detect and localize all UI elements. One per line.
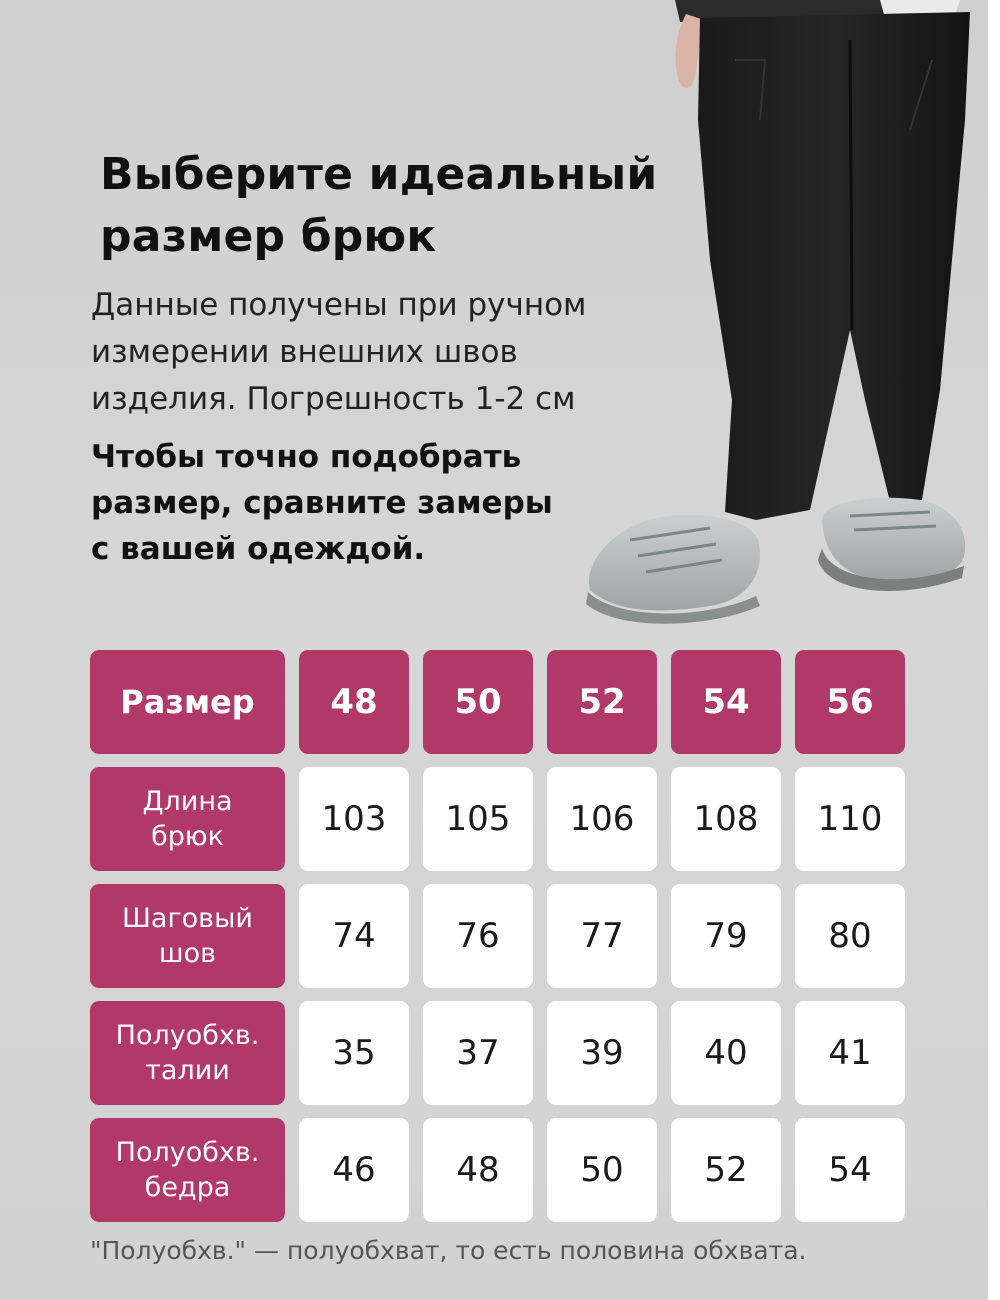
value-cell: 39: [547, 1001, 657, 1105]
size-header-cell: 52: [547, 650, 657, 754]
value-cell: 35: [299, 1001, 409, 1105]
value-cell: 54: [795, 1118, 905, 1222]
value-cell: 77: [547, 884, 657, 988]
size-header-cell: 48: [299, 650, 409, 754]
row-label-line: Длина: [142, 786, 233, 817]
advice-line: Чтобы точно подобрать: [91, 439, 522, 475]
advice-text: [91, 434, 553, 572]
value-cell: 52: [671, 1118, 781, 1222]
measurement-note: [91, 282, 586, 423]
row-label-line: шов: [158, 938, 217, 969]
value-cell: 76: [423, 884, 533, 988]
page-title: [100, 144, 657, 268]
note-line: изделия. Погрешность 1-2 см: [91, 381, 576, 417]
value-cell: 74: [299, 884, 409, 988]
row-label-line: Полуобхв.: [115, 1137, 260, 1168]
value-cell: 105: [423, 767, 533, 871]
title-line: Выберите идеальный: [100, 149, 658, 200]
note-line: Данные получены при ручном: [91, 287, 587, 323]
row-label-line: бедра: [144, 1172, 231, 1203]
value-cell: 106: [547, 767, 657, 871]
size-header-label: Размер: [90, 650, 285, 754]
row-label: [90, 1118, 285, 1222]
note-line: измерении внешних швов: [91, 334, 518, 370]
value-cell: 48: [423, 1118, 533, 1222]
value-cell: 37: [423, 1001, 533, 1105]
model-photo: [560, 0, 988, 640]
value-cell: 108: [671, 767, 781, 871]
row-label: [90, 1001, 285, 1105]
value-cell: 79: [671, 884, 781, 988]
size-header-cell: 56: [795, 650, 905, 754]
value-cell: 40: [671, 1001, 781, 1105]
row-label: [90, 884, 285, 988]
size-header-cell: 50: [423, 650, 533, 754]
title-line: размер брюк: [100, 211, 437, 262]
value-cell: 110: [795, 767, 905, 871]
value-cell: 46: [299, 1118, 409, 1222]
row-label-line: брюк: [151, 821, 224, 852]
value-cell: 41: [795, 1001, 905, 1105]
row-label-line: Полуобхв.: [115, 1020, 260, 1051]
advice-line: с вашей одеждой.: [91, 531, 426, 567]
row-label-line: талии: [145, 1055, 230, 1086]
size-header-cell: 54: [671, 650, 781, 754]
value-cell: 80: [795, 884, 905, 988]
advice-line: размер, сравните замеры: [91, 485, 553, 521]
value-cell: 103: [299, 767, 409, 871]
footnote: "Полуобхв." — полуобхват, то есть половина обхвата.: [90, 1236, 807, 1265]
value-cell: 50: [547, 1118, 657, 1222]
row-label-line: Шаговый: [122, 903, 253, 934]
row-label: [90, 767, 285, 871]
